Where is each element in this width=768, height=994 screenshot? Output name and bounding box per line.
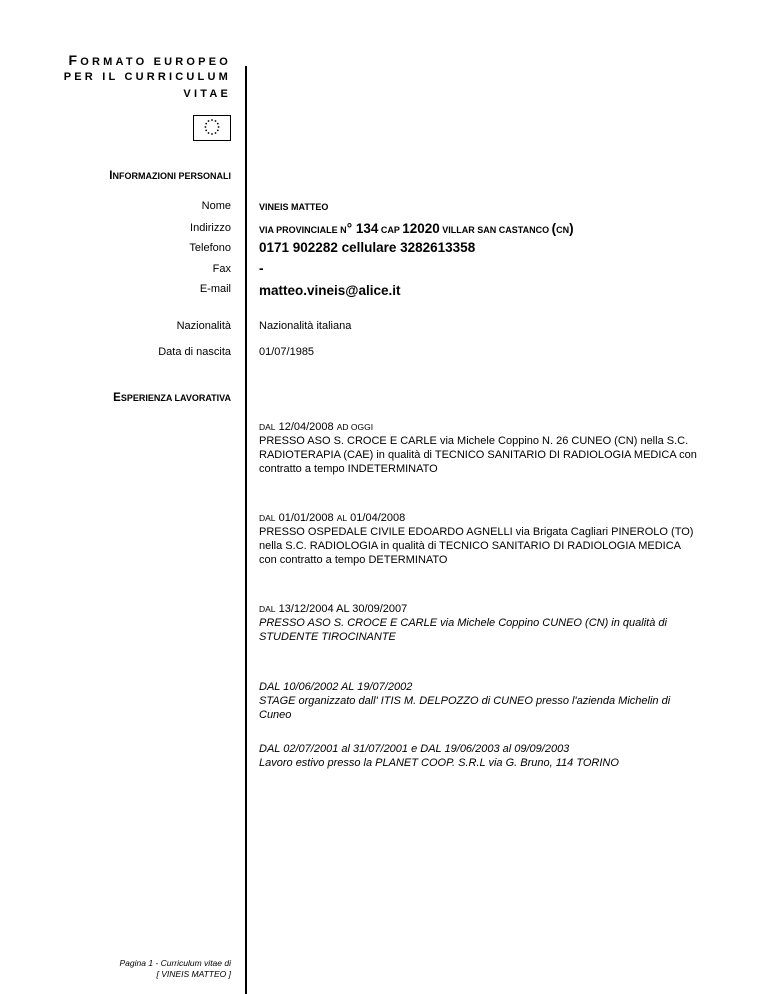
fax-label: Fax	[212, 263, 231, 275]
work-entry	[259, 420, 699, 476]
work-entry-date: DAL 01/01/2008 AL 01/04/2008	[259, 512, 406, 524]
nascita-value: 01/07/1985	[259, 346, 315, 358]
work-entry-text: PRESSO ASO S. CROCE E CARLE via Michele Coppino CUNEO (CN) in qualità di STUDENTE TIROCINANTE	[259, 617, 667, 643]
fax-value: -	[259, 261, 264, 276]
section-title-work: ESPERIENZA LAVORATIVA	[113, 392, 231, 404]
indirizzo-value: VIA PROVINCIALE N° 134 CAP 12020 VILLAR SAN CASTANCO (CN)	[259, 221, 574, 236]
nome-label: Nome	[201, 200, 231, 212]
header-line-2: PER IL CURRICULUM	[63, 71, 231, 83]
column-divider	[245, 66, 247, 994]
indirizzo-label: Indirizzo	[190, 222, 231, 234]
work-entry-text: PRESSO ASO S. CROCE E CARLE via Michele Coppino N. 26 CUNEO (CN) nella S.C. RADIOTERAPIA (CAE) in qualità di TECNICO SANITARIO DI RADIOLOGIA MEDICA con contratto a tempo INDETERMINATO	[259, 435, 697, 475]
telefono-label: Telefono	[189, 242, 231, 254]
email-label: E-mail	[199, 283, 231, 295]
email-value: matteo.vineis@alice.it	[259, 283, 401, 298]
header-line-3: VITAE	[183, 88, 231, 100]
nome-value: VINEIS MATTEO	[259, 202, 329, 212]
eu-flag-icon	[193, 115, 231, 141]
nazionalita-label: Nazionalità	[176, 320, 231, 332]
section-title-personal: INFORMAZIONI PERSONALI	[109, 170, 231, 182]
nascita-label: Data di nascita	[158, 346, 231, 358]
work-entry-date: DAL 10/06/2002 AL 19/07/2002	[259, 681, 413, 693]
work-entry-date: DAL 02/07/2001 al 31/07/2001 e DAL 19/06/2003 al 09/09/2003	[259, 743, 570, 755]
work-entry	[259, 511, 699, 567]
footer-line-2: [ VINEIS MATTEO ]	[156, 969, 231, 979]
work-entry	[259, 680, 699, 722]
work-entry-text: Lavoro estivo presso la PLANET COOP. S.R.L via G. Bruno, 114 TORINO	[259, 757, 619, 769]
work-entry-date: DAL 13/12/2004 AL 30/09/2007	[259, 603, 408, 615]
work-entry	[259, 602, 699, 644]
work-entry	[259, 742, 699, 770]
work-entry-date: DAL 12/04/2008 AD OGGI	[259, 421, 374, 433]
footer-line-1: Pagina 1 - Curriculum vitae di	[119, 958, 231, 968]
nazionalita-value: Nazionalità italiana	[259, 320, 352, 332]
page-footer	[120, 958, 232, 980]
telefono-value: 0171 902282 cellulare 3282613358	[259, 240, 476, 255]
work-entry-text: STAGE organizzato dall' ITIS M. DELPOZZO di CUNEO presso l'azienda Michelin di Cuneo	[259, 695, 671, 721]
work-entry-text: PRESSO OSPEDALE CIVILE EDOARDO AGNELLI via Brigata Cagliari PINEROLO (TO) nella S.C. RADIOLOGIA in qualità di TECNICO SANITARIO DI RADIOLOGIA MEDICA con contratto a tempo DETERMINATO	[259, 526, 694, 566]
header-line-1: FORMATO EUROPEO	[68, 52, 231, 68]
